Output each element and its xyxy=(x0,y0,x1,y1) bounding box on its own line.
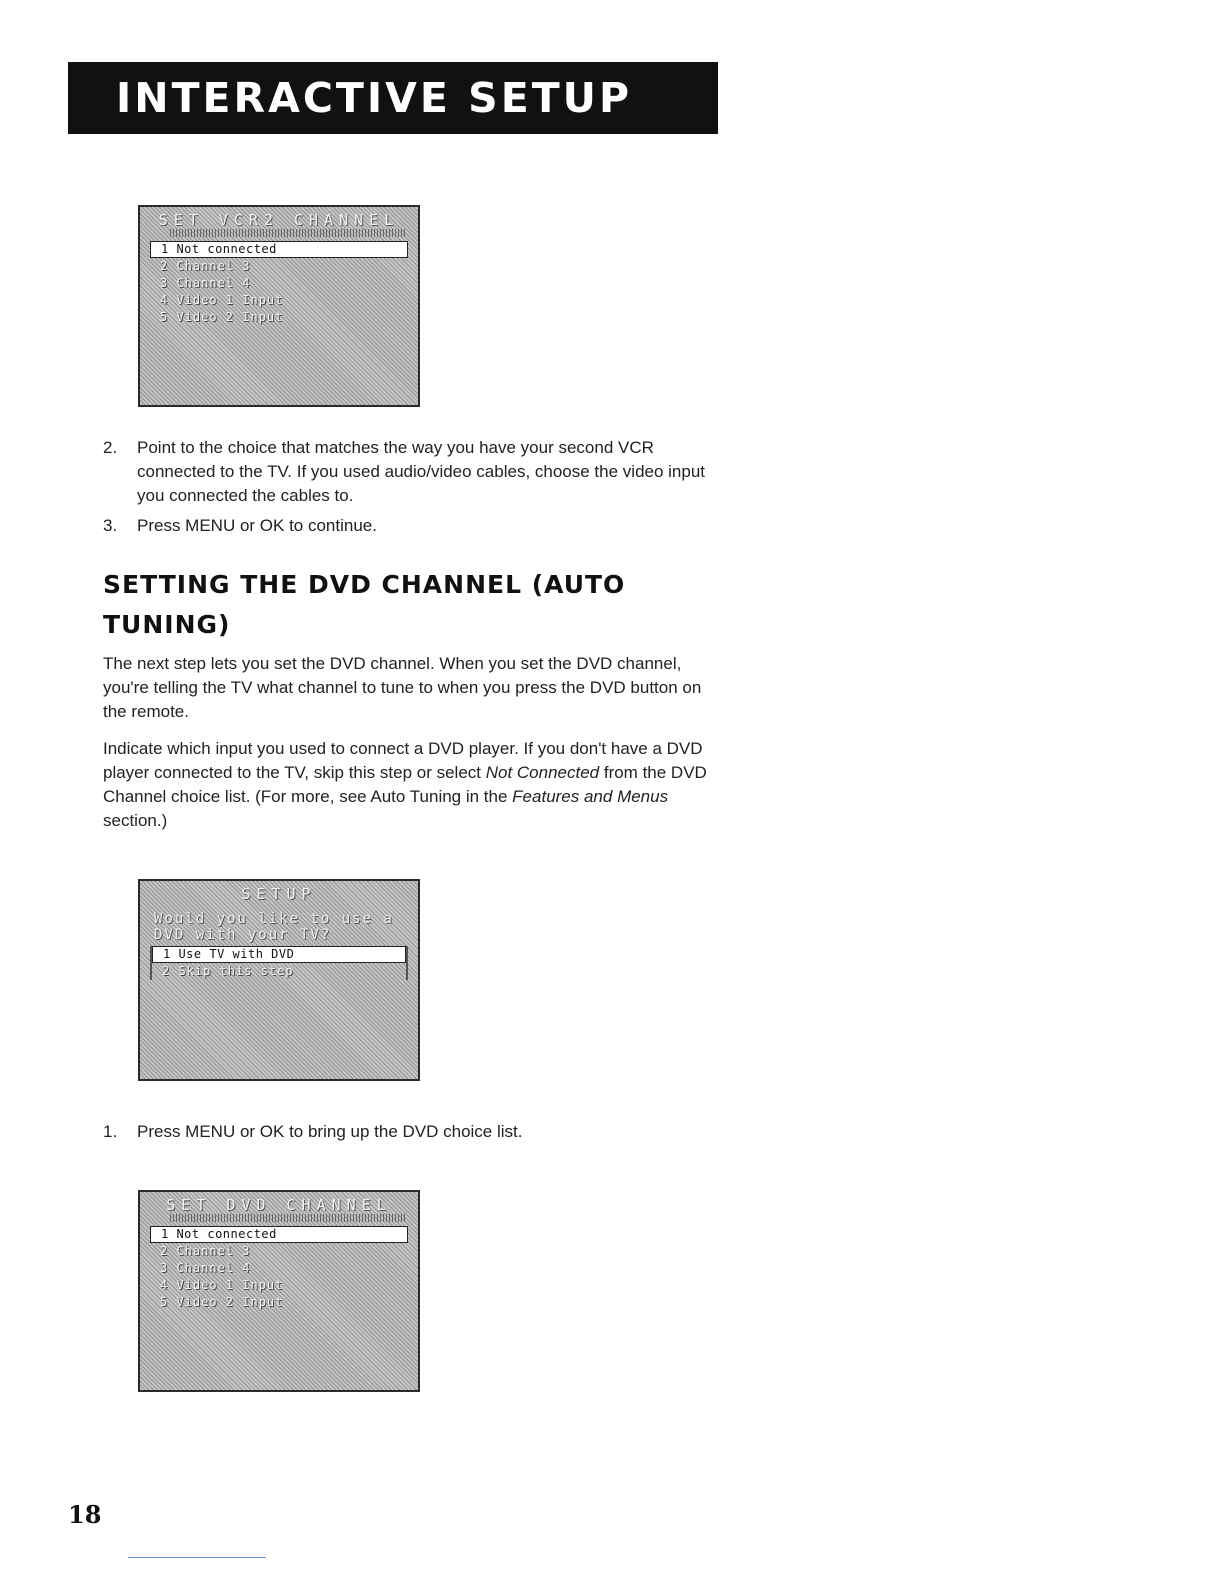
menu-list xyxy=(150,241,408,326)
menu-item-not-connected[interactable]: 1 Not connected xyxy=(150,241,408,258)
menu-item-video-2-input[interactable]: 5 Video 2 Input xyxy=(160,310,284,324)
vcr2-channel-screen xyxy=(138,205,420,407)
text-run: Indicate which input you used to connect a DVD player. If you don't have a DVD player connected to the TV, skip this step or select xyxy=(103,739,703,782)
screen-prompt: Would you like to use a DVD with your TV? xyxy=(154,911,394,943)
step-number: 1. xyxy=(103,1122,118,1141)
page-title: INTERACTIVE SETUP xyxy=(116,74,633,122)
step-text: Press MENU or OK to continue. xyxy=(137,516,377,535)
step-item xyxy=(103,1120,723,1144)
title-band xyxy=(170,229,406,237)
step-number: 2. xyxy=(103,438,118,457)
menu-item-channel-3[interactable]: 2 Channel 3 xyxy=(160,1244,251,1258)
menu-item-video-1-input[interactable]: 4 Video 1 Input xyxy=(160,1278,284,1292)
step-item xyxy=(103,514,723,538)
step-text: Press MENU or OK to bring up the DVD choice list. xyxy=(137,1122,523,1141)
step-number: 3. xyxy=(103,516,118,535)
page-number: 18 xyxy=(68,1500,102,1529)
title-band xyxy=(170,1214,406,1222)
menu-item-not-connected[interactable]: 1 Not connected xyxy=(150,1226,408,1243)
step-text: Point to the choice that matches the way you have your second VCR connected to the TV. If you used audio/video cables, choose the video input you connected the cables to. xyxy=(137,438,706,505)
emphasis-features-and-menus: Features and Menus xyxy=(512,787,669,806)
screen-title: SET DVD CHANNEL xyxy=(166,1196,392,1214)
dvd-channel-screen xyxy=(138,1190,420,1392)
instruction-paragraph xyxy=(103,737,713,833)
screen-title: SETUP xyxy=(241,885,317,903)
menu-item-video-2-input[interactable]: 5 Video 2 Input xyxy=(160,1295,284,1309)
header-bar xyxy=(68,62,718,134)
menu-item-video-1-input[interactable]: 4 Video 1 Input xyxy=(160,293,284,307)
menu-item-channel-4[interactable]: 3 Channel 4 xyxy=(160,1261,251,1275)
text-run: section.) xyxy=(103,811,168,830)
menu-item-skip-this-step[interactable]: 2 Skip this step xyxy=(162,964,294,978)
emphasis-not-connected: Not Connected xyxy=(485,763,600,782)
menu-item-use-tv-with-dvd[interactable]: 1 Use TV with DVD xyxy=(152,946,406,963)
setup-screen xyxy=(138,879,420,1081)
screen-title: SET VCR2 CHANNEL xyxy=(158,211,400,229)
text-run: from the DVD Channel choice list. (For more, see Auto Tuning in the xyxy=(103,763,707,806)
intro-paragraph: The next step lets you set the DVD channel. When you set the DVD channel, you're telling the TV what channel to tune to when you press the DVD button on the remote. xyxy=(103,654,702,721)
section-heading: SETTING THE DVD CHANNEL (AUTO TUNING) xyxy=(103,570,626,639)
step-item xyxy=(103,436,723,508)
menu-item-channel-3[interactable]: 2 Channel 3 xyxy=(160,259,251,273)
menu-list xyxy=(150,1226,408,1311)
menu-list xyxy=(150,946,408,980)
footer-rule xyxy=(128,1557,266,1558)
menu-item-channel-4[interactable]: 3 Channel 4 xyxy=(160,276,251,290)
